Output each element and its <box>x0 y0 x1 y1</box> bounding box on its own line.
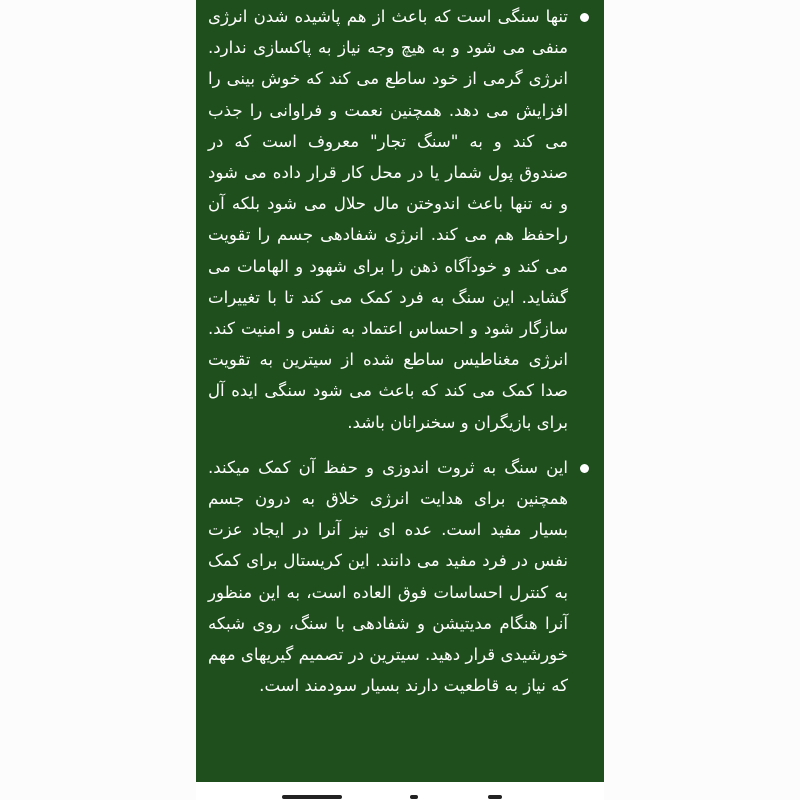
article-content-panel <box>196 0 604 782</box>
bullet-text: تنها سنگی است که باعث از هم پاشیده شدن انرژی منفی می شود و به هیچ وجه نیاز به پاکسازی ندارد. انرژی گرمی از خود ساطع می کند که خوش بینی را افزایش می دهد. همچنین نعمت و فراوانی را جذب می کند و به "سنگ تجار" معروف است که در صندوق پول شمار یا در محل کار قرار داده می شود و نه تنها باعث اندوختن مال حلال می شود بلکه آن راحفظ هم می کند. انرژی شفادهی جسم را تقویت می کند و خودآگاه ذهن را برای شهود و الهامات می گشاید. این سنگ به فرد کمک می کند تا با تغییرات سازگار شود و احساس اعتماد به نفس و امنیت کند. انرژی مغناطیس ساطع شده از سیترین به تقویت صدا کمک می کند که باعث می شود سنگی ایده آل برای بازیگران و سخنرانان باشد. <box>208 7 568 432</box>
cut-off-glyph-fragment <box>282 795 342 799</box>
bullet-dot-icon <box>580 464 589 473</box>
cut-off-glyph-fragment <box>488 795 502 799</box>
bullet-text: این سنگ به ثروت اندوزی و حفظ آن کمک میکند. همچنین برای هدایت انرژی خلاق به درون جسم بسیار مفید است. عده ای نیز آنرا در ایجاد عزت نفس در فرد مفید می دانند. این کریستال برای کمک به کنترل احساسات فوق العاده است، به این منظور آنرا هنگام مدیتیشن و شفادهی با سنگ، روی شبکه خورشیدی قرار دهید. سیترین در تصمیم گیریهای مهم که نیاز به قاطعیت دارند بسیار سودمند است. <box>208 457 568 696</box>
bullet-list <box>208 1 590 701</box>
next-section-cut-off-heading <box>196 782 604 800</box>
bullet-dot-icon <box>580 13 589 22</box>
bullet-item-wealth <box>208 452 590 702</box>
bullet-item-merchant-stone <box>208 1 590 438</box>
cut-off-glyph-fragment <box>410 795 418 799</box>
